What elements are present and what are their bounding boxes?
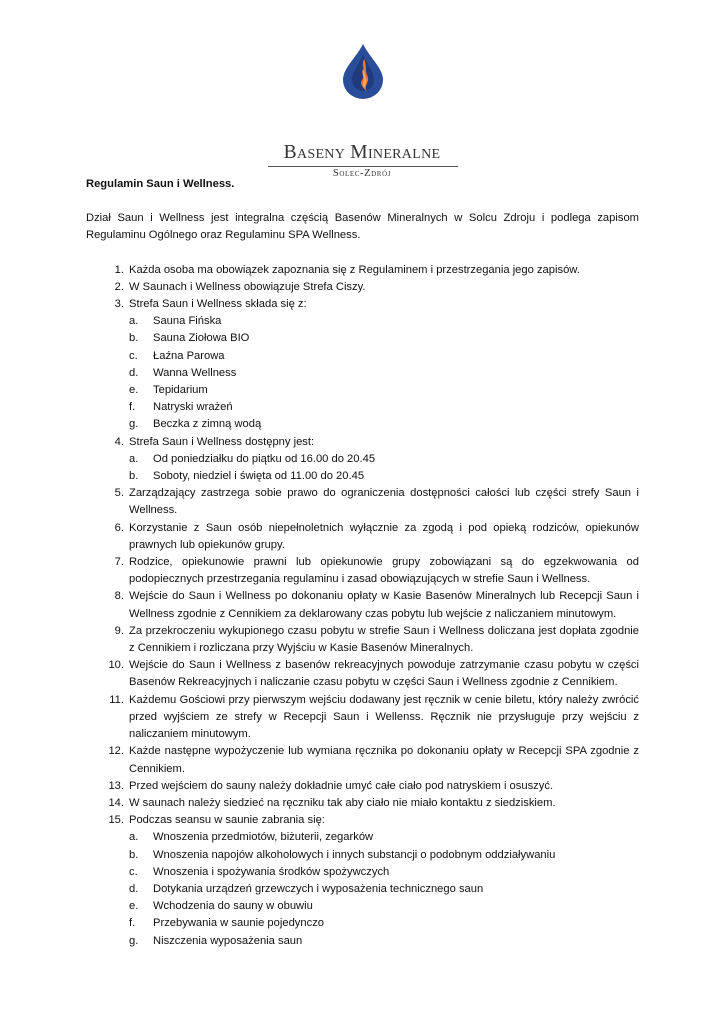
brand-name: Baseny Mineralne <box>283 142 441 163</box>
rule-subitem <box>129 330 639 347</box>
rules-list <box>86 262 639 950</box>
rule-item <box>86 692 639 744</box>
subitem-text: Soboty, niedziel i święta od 11.00 do 20.45 <box>153 470 365 483</box>
rule-sublist <box>129 829 639 949</box>
rule-number: 13. <box>108 779 124 792</box>
water-drop-flame-icon <box>340 42 386 100</box>
rule-text: W saunach należy siedzieć na ręczniku tak aby ciało nie miało kontaktu z siedziskiem. <box>129 796 556 809</box>
subitem-text: Natryski wrażeń <box>153 401 233 414</box>
subitem-text: Sauna Ziołowa BIO <box>153 332 250 345</box>
rule-subitem <box>129 829 639 846</box>
rule-text: Strefa Saun i Wellness dostępny jest: <box>129 435 315 448</box>
subitem-text: Wchodzenia do sauny w obuwiu <box>153 900 313 913</box>
rule-subitem <box>129 864 639 881</box>
rule-text: Podczas seansu w saunie zabrania się: <box>129 814 325 827</box>
rule-item <box>86 623 639 657</box>
rule-item <box>86 434 639 486</box>
rule-subitem <box>129 382 639 399</box>
rule-subitem <box>129 399 639 416</box>
rule-item <box>86 657 639 691</box>
document <box>86 176 639 950</box>
rule-item <box>86 743 639 777</box>
rule-subitem <box>129 416 639 433</box>
rule-subitem <box>129 348 639 365</box>
rule-text: Korzystanie z Saun osób niepełnoletnich wyłącznie za zgodą i pod opieką rodziców, opiekunów prawnych lub opiekunów grupy. <box>129 521 639 551</box>
rule-sublist <box>129 313 639 433</box>
subitem-letter: c. <box>129 349 138 362</box>
rule-number: 15. <box>108 814 124 827</box>
subitem-letter: c. <box>129 865 138 878</box>
subitem-letter: b. <box>129 848 139 861</box>
rule-text: Wejście do Saun i Wellness po dokonaniu opłaty w Kasie Basenów Mineralnych lub Recepcji Saun i Wellness zgodnie z Cennikiem za deklarowany czas pobytu lub wejście z naliczaniem minutowym. <box>129 590 639 620</box>
subitem-letter: g. <box>129 934 139 947</box>
rule-item <box>86 778 639 795</box>
subitem-text: Beczka z zimną wodą <box>153 418 262 431</box>
subitem-text: Łaźna Parowa <box>153 349 225 362</box>
subitem-letter: b. <box>129 332 139 345</box>
rule-text: Zarządzający zastrzega sobie prawo do ograniczenia dostępności całości lub części strefy Saun i Wellness. <box>129 487 639 517</box>
subitem-text: Przebywania w saunie pojedynczo <box>153 917 325 930</box>
subitem-letter: f. <box>129 917 136 930</box>
rule-text: Wejście do Saun i Wellness z basenów rekreacyjnych powoduje zatrzymanie czasu pobytu w części Basenów Rekreacyjnych i naliczanie czasu pobytu w części Saun i Wellness zgodnie z Cennikiem. <box>129 659 639 689</box>
rule-subitem <box>129 898 639 915</box>
rule-item <box>86 296 639 434</box>
subitem-text: Od poniedziałku do piątku od 16.00 do 20.45 <box>153 452 376 465</box>
rule-item <box>86 554 639 588</box>
rule-subitem <box>129 933 639 950</box>
subitem-text: Wnoszenia napojów alkoholowych i innych substancji o podobnym oddziaływaniu <box>153 848 556 861</box>
rule-number: 2. <box>114 280 124 293</box>
rule-item <box>86 485 639 519</box>
rule-number: 4. <box>114 435 124 448</box>
rule-number: 6. <box>114 521 124 534</box>
subitem-text: Niszczenia wyposażenia saun <box>153 934 303 947</box>
subitem-text: Dotykania urządzeń grzewczych i wyposażenia technicznego saun <box>153 882 484 895</box>
rule-number: 11. <box>109 693 124 706</box>
rule-text: Rodzice, opiekunowie prawni lub opiekunowie grupy zobowiązani są do egzekwowania od podopiecznych przestrzegania regulaminu i zasad obowiązujących w strefie Saun i Wellness. <box>129 556 639 586</box>
rule-sublist <box>129 451 639 485</box>
subitem-text: Wanna Wellness <box>153 366 237 379</box>
rule-item <box>86 588 639 622</box>
subitem-letter: d. <box>129 366 139 379</box>
rule-number: 3. <box>114 298 124 311</box>
subitem-text: Tepidarium <box>153 384 208 397</box>
subitem-letter: g. <box>129 418 139 431</box>
rule-text: W Saunach i Wellness obowiązuje Strefa Ciszy. <box>129 280 366 293</box>
rule-number: 1. <box>114 263 124 276</box>
rule-subitem <box>129 313 639 330</box>
rule-subitem <box>129 365 639 382</box>
rule-number: 14. <box>108 796 124 809</box>
rule-number: 7. <box>114 556 124 569</box>
subitem-text: Wnoszenia i spożywania środków spożywczych <box>153 865 390 878</box>
rule-subitem <box>129 468 639 485</box>
subitem-letter: d. <box>129 882 139 895</box>
rule-number: 10. <box>108 659 124 672</box>
document-title: Regulamin Saun i Wellness. <box>86 178 235 190</box>
logo <box>0 42 725 179</box>
rule-subitem <box>129 451 639 468</box>
subitem-letter: e. <box>129 900 139 913</box>
rule-item <box>86 520 639 554</box>
brand-divider <box>268 166 458 167</box>
subitem-letter: a. <box>129 831 139 844</box>
rule-item <box>86 812 639 950</box>
subitem-letter: e. <box>129 384 139 397</box>
rule-number: 8. <box>114 590 124 603</box>
rule-subitem <box>129 915 639 932</box>
rule-number: 9. <box>114 624 124 637</box>
rule-text: Każde następne wypożyczenie lub wymiana ręcznika po dokonaniu opłaty w Recepcji SPA zgodnie z Cennikiem. <box>129 745 639 775</box>
rule-text: Każdemu Gościowi przy pierwszym wejściu dodawany jest ręcznik w cenie biletu, który należy zwrócić przed wyjściem ze strefy w Recepcji Saun i Wellenss. Ręcznik nie przysługuje przy wejściu z naliczaniem minutowym. <box>129 693 639 741</box>
rule-subitem <box>129 881 639 898</box>
subitem-text: Sauna Fińska <box>153 315 222 328</box>
rule-text: Przed wejściem do sauny należy dokładnie umyć całe ciało pod natryskiem i osuszyć. <box>129 779 554 792</box>
rule-item <box>86 795 639 812</box>
rule-item <box>86 279 639 296</box>
brand-location: Solec-Zdrój <box>332 168 392 179</box>
rule-item <box>86 262 639 279</box>
subitem-letter: a. <box>129 315 139 328</box>
subitem-letter: a. <box>129 452 139 465</box>
rule-number: 12. <box>108 745 124 758</box>
subitem-text: Wnoszenia przedmiotów, biżuterii, zegarków <box>153 831 374 844</box>
subitem-letter: f. <box>129 401 136 414</box>
subitem-letter: b. <box>129 470 139 483</box>
rule-text: Za przekroczeniu wykupionego czasu pobytu w strefie Saun i Wellness doliczana jest dopłata zgodnie z Cennikiem i rozliczana przy Wyjściu w Kasie Basenów Mineralnych. <box>129 624 639 655</box>
rule-subitem <box>129 847 639 864</box>
rule-number: 5. <box>114 487 124 500</box>
rule-text: Strefa Saun i Wellness składa się z: <box>129 298 307 311</box>
document-intro: Dział Saun i Wellness jest integralna częścią Basenów Mineralnych w Solcu Zdroju i podlega zapisom Regulaminu Ogólnego oraz Regulaminu SPA Wellness. <box>86 212 639 242</box>
rule-text: Każda osoba ma obowiązek zapoznania się z Regulaminem i przestrzegania jego zapisów. <box>129 263 580 276</box>
